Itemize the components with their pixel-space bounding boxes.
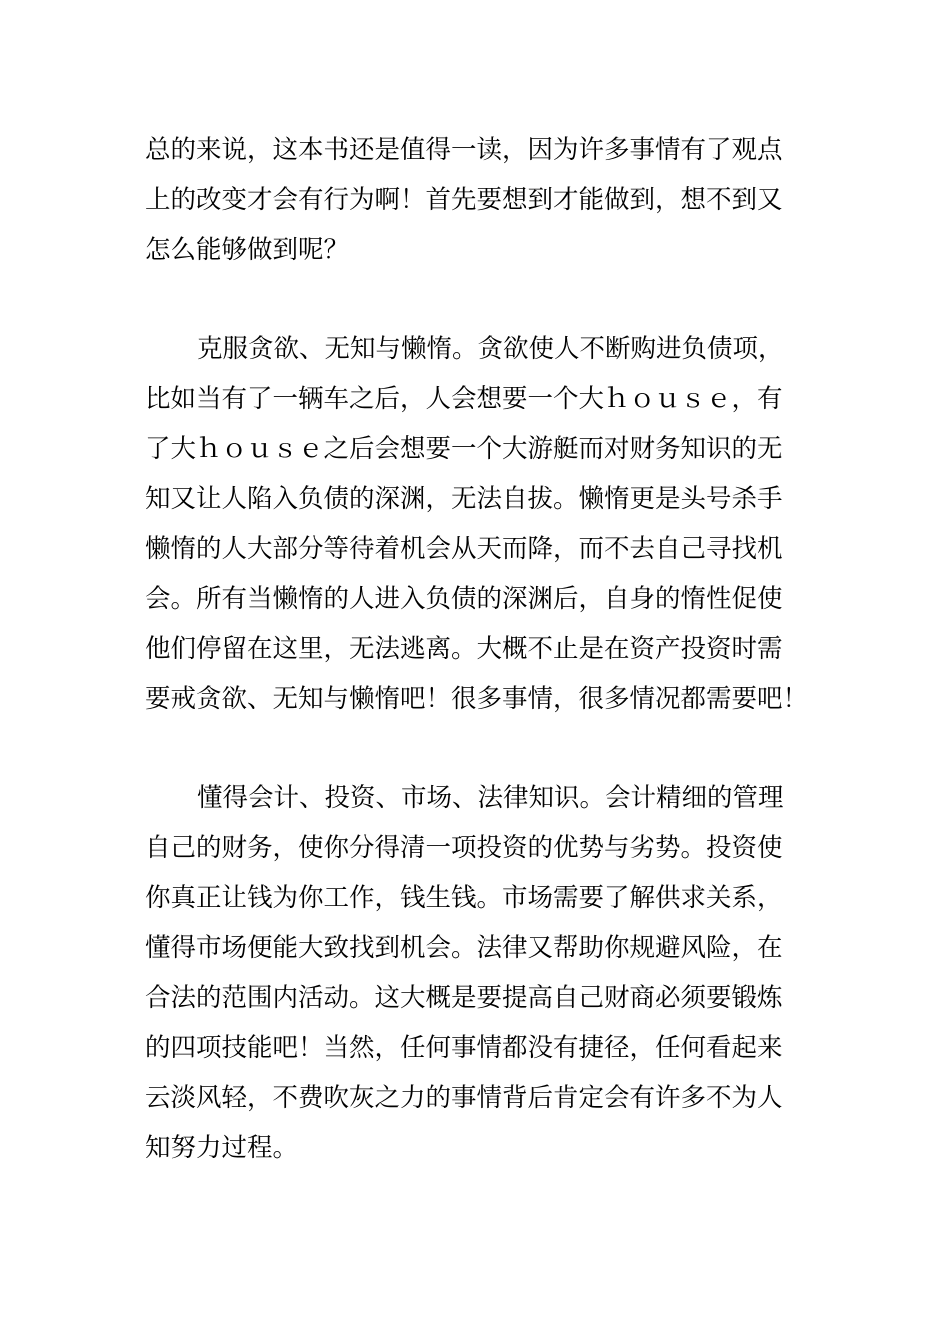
paragraph-1-line-3: 怎么能够做到呢？ xyxy=(145,235,350,265)
paragraph-2-line-2: 比如当有了一辆车之后，人会想要一个大ｈｏｕｓｅ，有 xyxy=(145,384,783,414)
paragraph-3-line-3: 你真正让钱为你工作，钱生钱。市场需要了解供求关系， xyxy=(145,883,783,913)
paragraph-3-line-4: 懂得市场便能大致找到机会。法律又帮助你规避风险，在 xyxy=(145,933,783,963)
paragraph-3-line-7: 云淡风轻，不费吹灰之力的事情背后肯定会有许多不为人 xyxy=(145,1083,783,1113)
paragraph-3-line-6: 的四项技能吧！当然，任何事情都没有捷径，任何看起来 xyxy=(145,1033,783,1063)
paragraph-3-line-5: 合法的范围内活动。这大概是要提高自己财商必须要锻炼 xyxy=(145,983,783,1013)
paragraph-3-line-1: 懂得会计、投资、市场、法律知识。会计精细的管理 xyxy=(197,783,784,813)
paragraph-2-line-1: 克服贪欲、无知与懒惰。贪欲使人不断购进负债项， xyxy=(197,334,784,364)
paragraph-2-line-5: 懒惰的人大部分等待着机会从天而降，而不去自己寻找机 xyxy=(145,534,783,564)
paragraph-1-line-2: 上的改变才会有行为啊！首先要想到才能做到，想不到又 xyxy=(145,185,783,215)
paragraph-2-line-3: 了大ｈｏｕｓｅ之后会想要一个大游艇而对财务知识的无 xyxy=(145,434,783,464)
paragraph-2-line-6: 会。所有当懒惰的人进入负债的深渊后，自身的惰性促使 xyxy=(145,584,783,614)
paragraph-1-line-1: 总的来说，这本书还是值得一读，因为许多事情有了观点 xyxy=(145,135,783,165)
paragraph-2-line-8: 要戒贪欲、无知与懒惰吧！很多事情，很多情况都需要吧！ xyxy=(145,684,809,714)
paragraph-3-line-2: 自己的财务，使你分得清一项投资的优势与劣势。投资使 xyxy=(145,833,783,863)
paragraph-2-line-7: 他们停留在这里，无法逃离。大概不止是在资产投资时需 xyxy=(145,634,783,664)
paragraph-3-line-8: 知努力过程。 xyxy=(145,1133,299,1163)
paragraph-2-line-4: 知又让人陷入负债的深渊，无法自拔。懒惰更是头号杀手 xyxy=(145,484,783,514)
